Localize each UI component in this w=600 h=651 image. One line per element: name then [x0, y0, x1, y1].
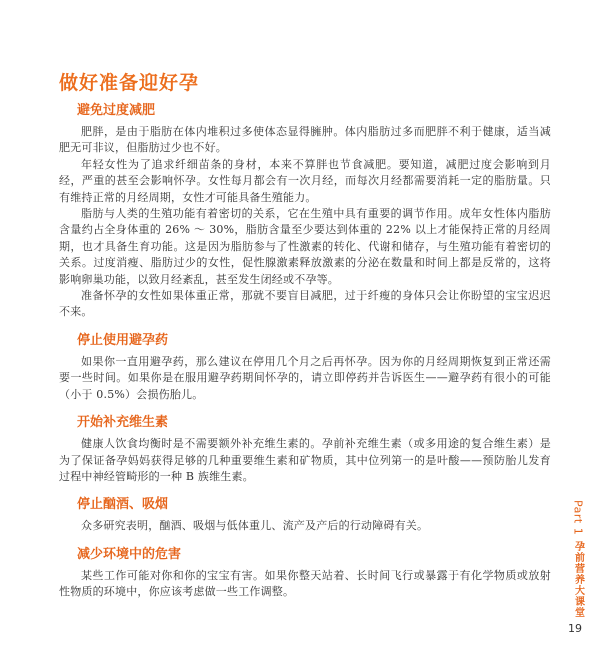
page-title: 做好准备迎好孕: [59, 72, 200, 94]
paragraph: 年轻女性为了追求纤细苗条的身材，本来不算胖也节食减肥。要知道，减肥过度会影响到月经，严重的甚至会影响怀孕。女性每月都会有一次月经，而每次月经都需要消耗一定的脂肪量。只有维持正常的月经周期，女性才可能具备生殖能力。: [59, 157, 551, 204]
section-title: 停止酗酒、吸烟: [77, 497, 169, 513]
section-title: 避免过度减肥: [77, 103, 156, 118]
paragraph: 如果你一直用避孕药，那么建议在停用几个月之后再怀孕。因为你的月经周期恢复到正常还需要一些时间。如果你是在服用避孕药期间怀孕的，请立即停药并告诉医生——避孕药有很小的可能（小于 0.5%）会损伤胎儿。: [59, 354, 551, 401]
section-avoid-over-dieting: [59, 103, 551, 321]
chapter-side-label: [570, 500, 586, 618]
section-stop-contraceptives: [59, 333, 551, 403]
course-label: 孕前营养大课堂: [572, 541, 584, 619]
paragraph: 准备怀孕的女性如果体重正常，那就不要盲目减肥，过于纤瘦的身体只会让你盼望的宝宝迟迟不来。: [59, 289, 551, 319]
section-title: 停止使用避孕药: [77, 332, 169, 348]
paragraph: 健康人饮食均衡时是不需要额外补充维生素的。孕前补充维生素（或多用途的复合维生素）是为了保证备孕妈妈获得足够的几种重要维生素和矿物质，其中位列第一的是叶酸——预防胎儿发育过程中神经管畸形的一种 B 族维生素。: [59, 437, 551, 483]
section-reduce-environmental-hazards: [59, 547, 551, 601]
section-stop-alcohol-smoking: [59, 497, 551, 534]
part-label: Part 1: [571, 500, 585, 536]
section-title: 开始补充维生素: [77, 415, 169, 431]
paragraph: 某些工作可能对你和你的宝宝有害。如果你整天站着、长时间飞行或暴露于有化学物质或放射性物质的环境中，你应该考虑做一些工作调整。: [59, 568, 551, 599]
article-body: [59, 103, 551, 601]
section-title: 减少环境中的危害: [77, 546, 182, 562]
page-number: 19: [568, 622, 582, 635]
paragraph: 脂肪与人类的生殖功能有着密切的关系，它在生殖中具有重要的调节作用。成年女性体内脂肪含量约占全身体重的 26% ～ 30%，脂肪含量至少要达到体重的 22% 以上才能保持正常的月经周期，也才具备生育功能。这是因为脂肪参与了性激素的转化、代谢和储存，与生殖功能有着密切的关系。过度消瘦、脂肪过少的女性，促性腺激素释放激素的分泌在数量和时间上都是反常的，这将影响卵巢功能，以致月经紊乱，甚至发生闭经或不孕等。: [59, 207, 551, 286]
paragraph: 肥胖，是由于脂肪在体内堆积过多使体态显得臃肿。体内脂肪过多而肥胖不利于健康，适当减肥无可非议，但脂肪过少也不好。: [59, 125, 551, 155]
section-start-vitamins: [59, 415, 551, 485]
paragraph: 众多研究表明，酗酒、吸烟与低体重儿、流产及产后的行动障碍有关。: [81, 519, 429, 533]
